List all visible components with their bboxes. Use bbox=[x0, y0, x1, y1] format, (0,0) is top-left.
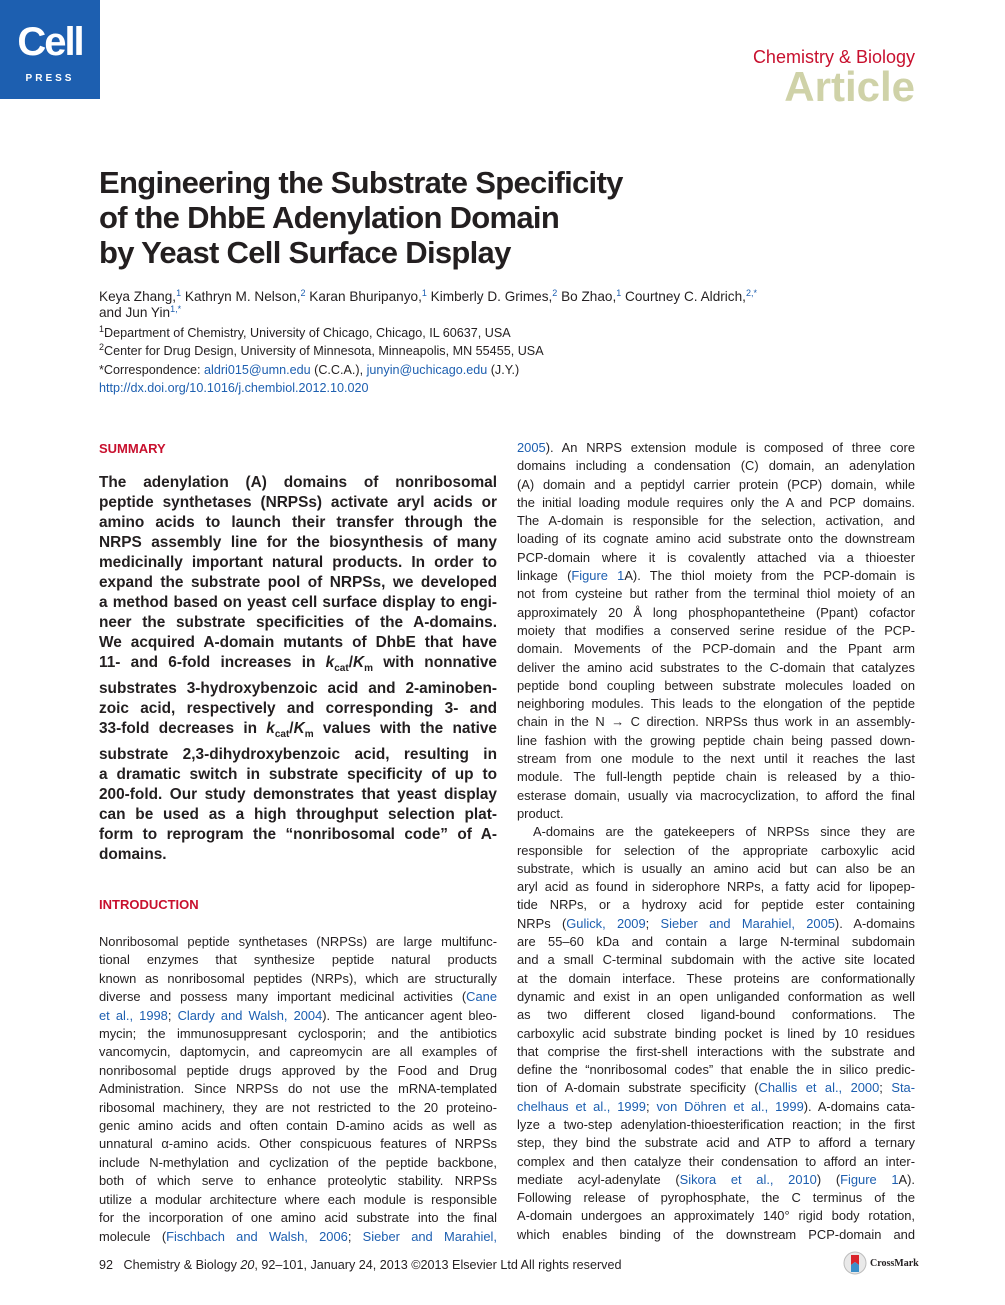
author-name: Courtney C. Aldrich, bbox=[621, 289, 746, 304]
text-line: domain. Movements of the PCP-domain and the Ppant arm bbox=[517, 641, 915, 657]
author-affil-sup[interactable]: 1,* bbox=[170, 304, 182, 314]
text-line: approximately 20 Å long phosphopantetheine (Ppant) cofactor bbox=[517, 604, 915, 620]
intro-right-column bbox=[517, 439, 915, 1244]
text-line: product. bbox=[517, 805, 564, 821]
crossmark-badge[interactable] bbox=[843, 1251, 923, 1277]
text-line: PCP-domain where it is covalently attached via a thioester bbox=[517, 549, 915, 565]
affiliations bbox=[99, 324, 919, 397]
text-line: esterase domain, usually via macrocyclization, to afford the final bbox=[517, 787, 915, 803]
author-affil-sup[interactable]: 1 bbox=[176, 288, 182, 298]
text-line: chain in the N → C direction. NRPSs thus work in an assembly- bbox=[517, 714, 915, 730]
author-line bbox=[99, 289, 919, 305]
text-line: medicinally important natural products. In order to bbox=[99, 554, 497, 571]
text-line: NRPs (Gulick, 2009; Sieber and Marahiel, 2005). A-domains bbox=[517, 915, 915, 931]
author-name: and Jun Yin bbox=[99, 305, 171, 320]
text-line: unnatural α-amino acids. Other conspicuous features of NRPSs bbox=[99, 1136, 497, 1152]
text-line: Administration. Since NRPSs do not use the mRNA-templated bbox=[99, 1081, 497, 1097]
text-line: tide NRPs, or a hydroxy acid for peptide ester containing bbox=[517, 897, 915, 913]
text-line: NRPS assembly line for the biosynthesis of many bbox=[99, 534, 497, 551]
footer-citation: , 92–101, January 24, 2013 ©2013 Elsevier Ltd All rights reserved bbox=[254, 1258, 622, 1272]
text-line: form to reprogram the “nonribosomal code” of A- bbox=[99, 826, 497, 844]
text-line: known as nonribosomal peptides (NRPs), which are structurally bbox=[99, 970, 497, 986]
text-line: define the “nonribosomal codes” that enable the in silico predic- bbox=[517, 1062, 915, 1078]
text-line: loading of its cognate amino acid substrate onto the downstream bbox=[517, 531, 915, 547]
text-line: not from cysteine but rather from the terminal thiol moiety of an bbox=[517, 586, 915, 602]
text-line: peptide bond coupling between substrate molecules loaded on bbox=[517, 677, 915, 693]
text-line: for the incorporation of one amino acid substrate into the final bbox=[99, 1210, 497, 1226]
introduction-heading: INTRODUCTION bbox=[99, 897, 199, 912]
author-list bbox=[99, 289, 919, 321]
text-line: can be used as a high throughput selection plat- bbox=[99, 806, 497, 824]
page-footer bbox=[99, 1257, 799, 1273]
article-type: Article bbox=[784, 63, 915, 110]
text-line: (A) domain and a peptidyl carrier protein (PCP) domain, while bbox=[517, 476, 915, 492]
text-line: lyze a two-step adenylation-thioesterification reaction; in the first bbox=[517, 1116, 915, 1132]
citation-link[interactable]: Figure 1 bbox=[840, 1171, 899, 1187]
doi-link[interactable]: http://dx.doi.org/10.1016/j.chembiol.2012.10.020 bbox=[99, 380, 369, 395]
text-line: module. The full-length peptide chain is released by a thio- bbox=[517, 769, 915, 785]
logo-word: Cell bbox=[17, 20, 83, 64]
citation-link[interactable]: chelhaus et al., 1999 bbox=[517, 1098, 646, 1114]
text-line: tional enzymes that synthesize peptide natural products bbox=[99, 952, 497, 968]
text-line: peptide synthetases (NRPSs) activate aryl acids or bbox=[99, 494, 497, 511]
text-line: that comprise the first-shell interactions with the substrate and bbox=[517, 1043, 915, 1059]
text-line: neighboring modules. This leads to the elongation of the peptide bbox=[517, 696, 915, 712]
author-name: Bo Zhao, bbox=[557, 289, 617, 304]
text-line: domains including a condensation (C) domain, an adenylation bbox=[517, 458, 915, 474]
text-line: ribosomal machinery, they are not restricted to the 20 proteino- bbox=[99, 1099, 497, 1115]
text-line: amino acids to launch their transfer through the bbox=[99, 514, 497, 531]
citation-link[interactable]: Cane bbox=[466, 989, 497, 1005]
abstract bbox=[99, 473, 497, 865]
affiliation-1: $^1$Department of Chemistry, University of Chicago, Chicago, IL 60637, USA bbox=[99, 324, 511, 340]
text-line: A-domain undergoes an approximately 140° rigid body rotation, bbox=[517, 1208, 915, 1224]
citation-link[interactable]: Figure 1 bbox=[571, 568, 625, 584]
text-line: are 55–60 kDa and contain a large N-terminal subdomain bbox=[517, 934, 915, 950]
text-line: molecule (Fischbach and Walsh, 2006; Sieber and Marahiel, bbox=[99, 1228, 497, 1244]
text-line: 11- and 6-fold increases in $k_{cat}/K_m$ with nonnative bbox=[99, 654, 497, 675]
text-line: mycin; the immunosuppresant cyclosporin; and the antibiotics bbox=[99, 1026, 497, 1042]
author-affil-sup[interactable]: 2 bbox=[300, 288, 306, 298]
crossmark-label: CrossMark bbox=[870, 1258, 919, 1269]
citation-link[interactable]: Sieber and Marahiel, 2005 bbox=[660, 915, 835, 931]
text-line: We acquired A-domain mutants of DhbE that have bbox=[99, 634, 497, 651]
cell-press-logo bbox=[0, 0, 100, 99]
text-line: substrate 2,3-dihydroxybenzoic acid, resulting in bbox=[99, 746, 497, 764]
text-line: genic amino acids and often contain D-amino acids as well as bbox=[99, 1118, 497, 1134]
text-line: 2005). An NRPS extension module is composed of three core bbox=[517, 440, 915, 455]
text-line: domains. bbox=[99, 846, 167, 864]
text-line: Nonribosomal peptide synthetases (NRPSs) are large multifunc- bbox=[99, 934, 497, 949]
text-line: stream from one module to the next until it reaches the last bbox=[517, 751, 915, 767]
author-name: Karan Bhuripanyo, bbox=[305, 289, 422, 304]
text-line: The A-domain is responsible for the selection, activation, and bbox=[517, 513, 915, 529]
text-line: as two different closed ligand-bound conformations. The bbox=[517, 1007, 915, 1023]
text-line: dynamic and exist in an open unliganded conformation as well bbox=[517, 988, 915, 1004]
intro-left-column bbox=[99, 933, 497, 1246]
author-affil-sup[interactable]: 1 bbox=[421, 288, 427, 298]
journal-name: Chemistry & Biology bbox=[752, 47, 915, 67]
author-line bbox=[99, 305, 919, 321]
citation-link[interactable]: Fischbach and Walsh, 2006 bbox=[166, 1228, 348, 1244]
email-link[interactable]: junyin@uchicago.edu bbox=[366, 362, 488, 377]
text-line: 200-fold. Our study demonstrates that yeast display bbox=[99, 786, 497, 804]
text-line: step, they bind the substrate acid and ATP to afford a ternary bbox=[517, 1135, 915, 1151]
text-line: include N-methylation and cyclization of the peptide backbone, bbox=[99, 1154, 497, 1170]
citation-link[interactable]: Sieber and Marahiel, bbox=[362, 1228, 497, 1244]
text-line: substrates 3-hydroxybenzoic acid and 2-aminoben- bbox=[99, 680, 497, 698]
citation-link[interactable]: et al., 1998 bbox=[99, 1007, 168, 1023]
citation-link[interactable]: Gulick, 2009 bbox=[566, 915, 646, 931]
text-line: expand the substrate pool of NRPSs, we developed bbox=[99, 574, 497, 591]
text-line: tion of A-domain substrate specificity (Challis et al., 2000; Sta- bbox=[517, 1080, 915, 1096]
author-affil-sup[interactable]: 2,* bbox=[745, 288, 757, 298]
author-name: Keya Zhang, bbox=[99, 289, 177, 304]
text-line: mediate acyl-adenylate (Sikora et al., 2010) (Figure 1A). bbox=[517, 1171, 915, 1187]
footer-journal: Chemistry & Biology bbox=[123, 1258, 237, 1272]
page-number: 92 bbox=[99, 1258, 114, 1272]
text-line: chelhaus et al., 1999; von Döhren et al., 1999). A-domains cata- bbox=[517, 1098, 915, 1114]
text-line: zoic acid, respectively and corresponding 3- and bbox=[99, 700, 497, 718]
text-line: line fashion with the growing peptide chain being passed down- bbox=[517, 732, 915, 748]
text-line: and a small C-terminal subdomain with the active site located bbox=[517, 952, 915, 968]
text-line: et al., 1998; Clardy and Walsh, 2004). The anticancer agent bleo- bbox=[99, 1007, 497, 1023]
text-line: carboxylic acid substrate binding pocket is lined by 10 residues bbox=[517, 1025, 915, 1041]
text-line: deliver the amino acid substrates to the C-domain that catalyzes bbox=[517, 659, 915, 675]
text-line: moiety that modifies a conserved serine residue of the PCP- bbox=[517, 622, 915, 638]
title-line: by Yeast Cell Surface Display bbox=[99, 235, 511, 270]
citation-link[interactable]: von Döhren et al., 1999 bbox=[656, 1098, 804, 1114]
doi-line bbox=[99, 379, 919, 397]
text-line: at the domain interface. These proteins are conformationally bbox=[517, 970, 915, 986]
text-line: aryl acid as found in siderophore NRPs, a fatty acid for lipopep- bbox=[517, 879, 915, 895]
text-line: the initial loading module requires only the A and PCP domains. bbox=[517, 494, 915, 510]
text-line: neer the substrate specificities of the A-domains. bbox=[99, 614, 497, 631]
text-line: a dramatic switch in substrate specificity of up to bbox=[99, 766, 497, 784]
paper-title bbox=[99, 165, 799, 270]
text-line: Following release of pyrophosphate, the C terminus of the bbox=[517, 1190, 915, 1206]
logo-sub: PRESS bbox=[25, 73, 75, 84]
text-line: responsible for selection of the appropriate carboxylic acid bbox=[517, 842, 915, 858]
footer-volume: 20 bbox=[240, 1258, 255, 1272]
text-line: vancomycin, daptomycin, and capreomycin are all examples of bbox=[99, 1044, 497, 1060]
author-affil-sup[interactable]: 1 bbox=[616, 288, 622, 298]
title-line: of the DhbE Adenylation Domain bbox=[99, 200, 560, 235]
text-line: The adenylation (A) domains of nonribosomal bbox=[99, 474, 497, 491]
text-line: both of which serve to enhance proteolytic stability. NRPSs bbox=[99, 1173, 497, 1189]
citation-link[interactable]: Sikora et al., 2010 bbox=[679, 1171, 817, 1187]
author-affil-sup[interactable]: 2 bbox=[552, 288, 558, 298]
author-name: Kimberly D. Grimes, bbox=[426, 289, 553, 304]
citation-link[interactable]: 2005 bbox=[517, 440, 546, 455]
crossmark-icon bbox=[843, 1251, 867, 1277]
text-line: substrate, which is usually an amino acid but can also be an bbox=[517, 860, 915, 876]
title-line: Engineering the Substrate Specificity bbox=[99, 165, 623, 200]
affiliation-2: $^2$Center for Drug Design, University of Minnesota, Minneapolis, MN 55455, USA bbox=[99, 342, 544, 359]
text-line: nonribosomal peptide drugs approved by the Food and Drug bbox=[99, 1062, 497, 1078]
author-name: Kathryn M. Nelson, bbox=[181, 289, 301, 304]
correspondence: *Correspondence: aldri015@umn.edu (C.C.A.), junyin@uchicago.edu (J.Y.) bbox=[99, 362, 520, 377]
text-line: a method based on yeast cell surface display to engi- bbox=[99, 594, 497, 611]
text-line: diverse and possess many important medicinal activities (Cane bbox=[99, 989, 497, 1005]
text-line: 33-fold decreases in $k_{cat}/K_m$ values with the native bbox=[99, 720, 497, 741]
text-line: linkage (Figure 1A). The thiol moiety from the PCP-domain is bbox=[517, 568, 915, 584]
citation-link[interactable]: Challis et al., 2000 bbox=[758, 1080, 880, 1096]
text-line: which enables binding of the downstream PCP-domain and bbox=[517, 1226, 915, 1242]
email-link[interactable]: aldri015@umn.edu bbox=[204, 362, 311, 377]
text-line: utilize a modular architecture where each module is responsible bbox=[99, 1191, 497, 1207]
citation-link[interactable]: Sta- bbox=[891, 1080, 915, 1096]
text-line: A-domains are the gatekeepers of NRPSs since they are bbox=[533, 824, 915, 840]
text-line: complex and then catalyze their condensation to afford an inter- bbox=[517, 1153, 915, 1169]
summary-heading: SUMMARY bbox=[99, 441, 166, 456]
citation-link[interactable]: Clardy and Walsh, 2004 bbox=[177, 1007, 323, 1023]
